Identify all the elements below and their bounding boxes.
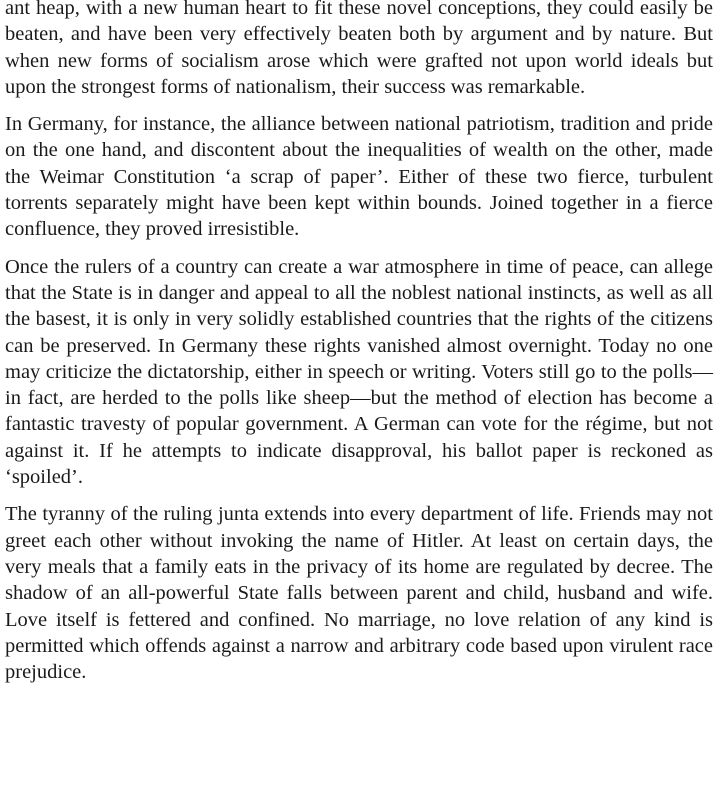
document-page: [5, 0, 713, 696]
paragraph-2: In Germany, for instance, the alliance between national patriotism, tradition and pride on the one hand, and discontent about the inequalities of wealth on the other, made the Weimar Constitution ‘a scrap of paper’. Either of these two fierce, turbulent torrents separately might have been kept within bounds. Joined together in a fierce confluence, they proved irresistible.: [5, 113, 713, 241]
paragraph-4: The tyranny of the ruling junta extends into every department of life. Friends may not greet each other without invoking the name of Hitler. At least on certain days, the very meals that a family eats in the privacy of its home are regulated by decree. The shadow of an all-powerful State falls between parent and child, husband and wife. Love itself is fettered and confined. No marriage, no love relation of any kind is permitted which offends against a narrow and arbitrary code based upon virulent race prejudice.: [5, 503, 713, 684]
paragraph-3: Once the rulers of a country can create a war atmosphere in time of peace, can allege that the State is in danger and appeal to all the noblest national instincts, as well as all the basest, it is only in very solidly established countries that the rights of the citizens can be preserved. In Germany these rights vanished almost overnight. Today no one may criticize the dictatorship, either in speech or writing. Voters still go to the polls—in fact, are herded to the polls like sheep—but the method of election has become a fantastic travesty of popular government. A German can vote for the régime, but not against it. If he attempts to indicate disapproval, his ballot paper is reckoned as ‘spoiled’.: [5, 255, 713, 489]
paragraph-1: ant heap, with a new human heart to fit these novel conceptions, they could easily be beaten, and have been very effectively beaten both by argument and by nature. But when new forms of socialism arose which were grafted not upon world ideals but upon the strongest forms of nationalism, their success was remarkable.: [5, 0, 713, 98]
